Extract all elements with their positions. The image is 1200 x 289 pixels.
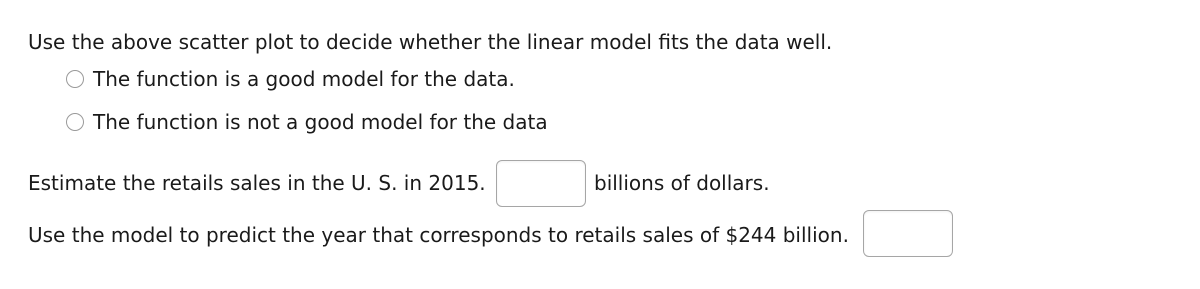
- estimate-units-label: billions of dollars.: [594, 171, 770, 195]
- radio-button-good-model[interactable]: [66, 70, 84, 88]
- radio-button-not-good-model[interactable]: [66, 113, 84, 131]
- predict-year-input[interactable]: [863, 210, 953, 257]
- option-not-good-model-label: The function is not a good model for the data: [93, 110, 548, 134]
- option-not-good-model[interactable]: [66, 110, 548, 134]
- option-good-model[interactable]: [66, 67, 515, 91]
- option-good-model-label: The function is a good model for the data.: [93, 67, 515, 91]
- question-fit-prompt: Use the above scatter plot to decide whether the linear model fits the data well.: [28, 30, 833, 54]
- estimate-2015-input[interactable]: [496, 160, 586, 207]
- question-estimate-prompt: Estimate the retails sales in the U. S. in 2015.: [28, 171, 486, 195]
- question-predict-prompt: Use the model to predict the year that corresponds to retails sales of $244 billion.: [28, 223, 849, 247]
